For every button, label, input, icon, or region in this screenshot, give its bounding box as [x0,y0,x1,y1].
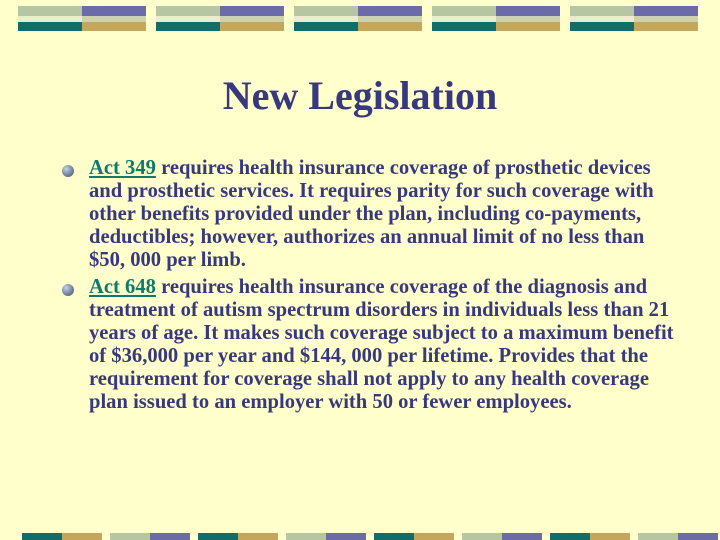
band-tile [430,4,564,32]
band-tile [550,533,630,540]
sphere-bullet-icon [62,284,74,296]
band-tile [292,4,426,32]
top-decorative-band [0,0,720,40]
band-tile [110,533,190,540]
bottom-decorative-band [0,531,720,540]
slide-title: New Legislation [222,73,498,118]
band-tile [462,533,542,540]
band-tile [286,533,366,540]
act-648-link[interactable]: Act 648 [89,276,156,298]
band-tile [568,4,702,32]
list-item [60,276,680,414]
band-tile [638,533,718,540]
list-item [60,157,680,272]
band-tile [374,533,454,540]
bullet-list [60,157,680,418]
band-tile [198,533,278,540]
band-tile [154,4,288,32]
band-tile [22,533,102,540]
bullet-body: requires health insurance coverage of prosthetic devices and prosthetic services. It requires parity for such coverage with other benefits provided under the plan, including co-payments, deductibles; however, authorizes an annual limit of no less than $50, 000 per limb. [89,157,654,271]
bullet-text [89,276,680,414]
sphere-bullet-icon [62,165,74,177]
band-tile [16,4,150,32]
bullet-text [89,157,680,272]
act-349-link[interactable]: Act 349 [89,157,156,179]
bullet-body: requires health insurance coverage of the diagnosis and treatment of autism spectrum disorders in individuals less than 21 years of age. It makes such coverage subject to a maximum benefit of $36,000 per year and $144, 000 per lifetime. Provides that the requirement for coverage shall not apply to any health coverage plan issued to an employer with 50 or fewer employees. [89,276,674,413]
